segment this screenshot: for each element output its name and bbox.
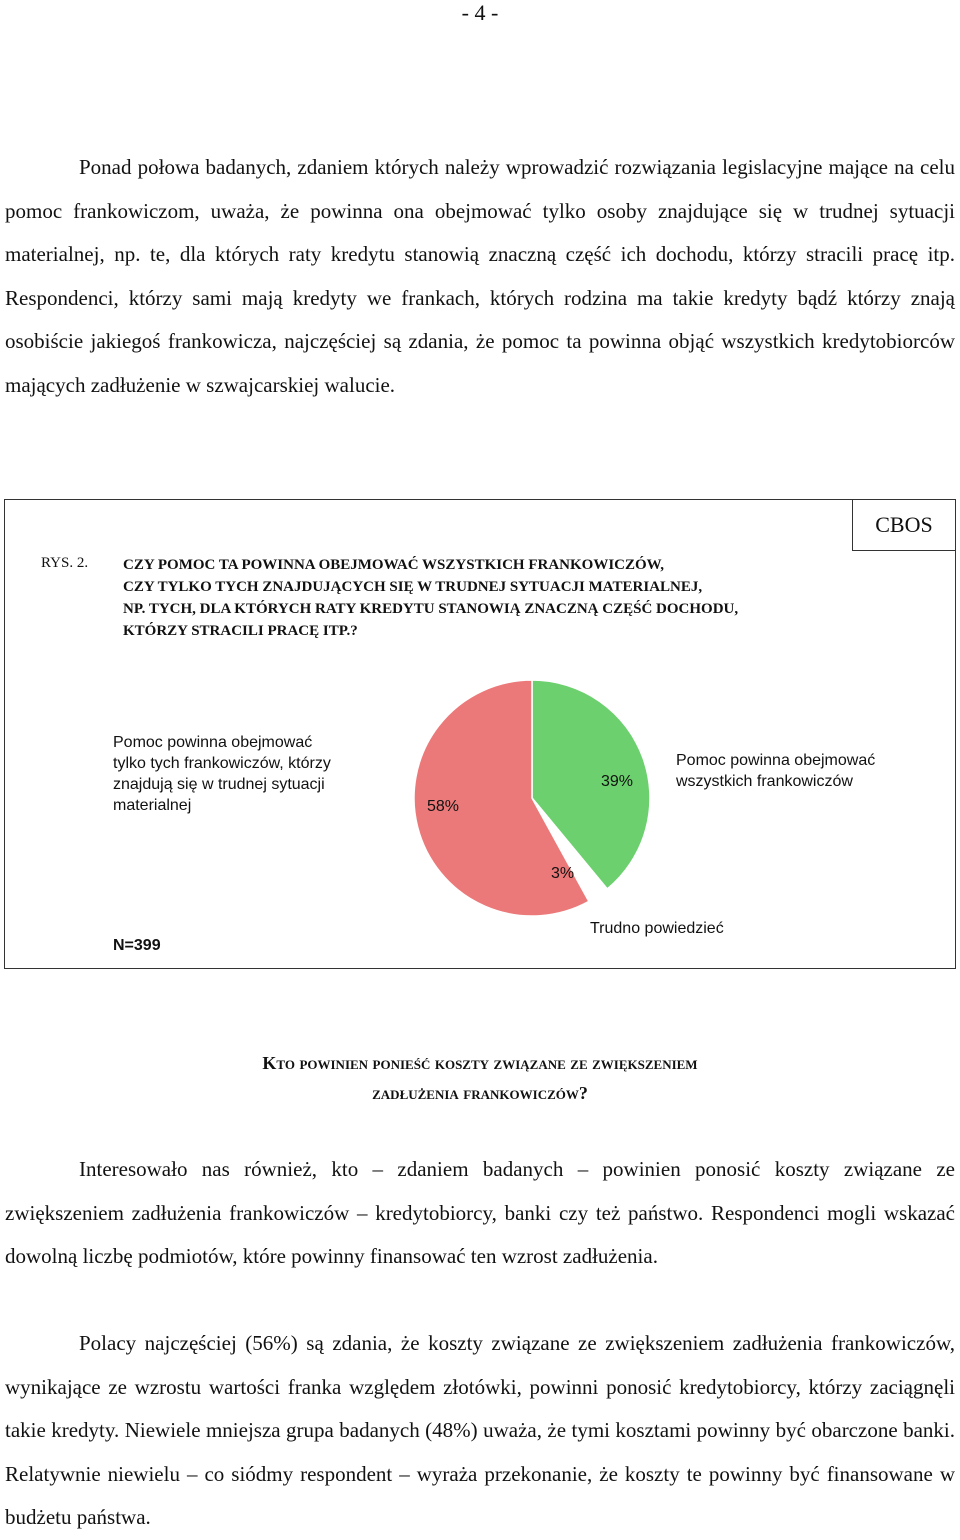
figure-question-line: NP. TYCH, DLA KTÓRYCH RATY KREDYTU STANOWIĄ ZNACZNĄ CZĘŚĆ DOCHODU, [123, 601, 739, 617]
source-tag: CBOS [852, 499, 956, 551]
sample-size-note: N=399 [113, 937, 161, 954]
figure-question-line: CZY POMOC TA POWINNA OBEJMOWAĆ WSZYSTKICH FRANKOWICZÓW, [123, 557, 665, 573]
paragraph-2: Interesowało nas również, kto – zdaniem badanych – powinien ponosić koszty związane ze zwiększeniem zadłużenia frankowiczów – kredytobiorcy, banki czy też państwo. Respondenci mogli wskazać dowolną liczbę podmiotów, które powinny finansować ten wzrost zadłużenia. [5, 1157, 955, 1268]
slice-label-line: tylko tych frankowiczów, którzy [113, 755, 331, 772]
slice-category-label: Trudno powiedzieć [590, 920, 724, 937]
figure-question-line: CZY TYLKO TYCH ZNAJDUJĄCYCH SIĘ W TRUDNEJ SYTUACJI MATERIALNEJ, [123, 579, 703, 595]
slice-label-line: Pomoc powinna obejmować [113, 734, 313, 751]
slice-value-label: 58% [427, 798, 460, 815]
slice-category-label [675, 752, 875, 790]
slice-label-line: materialnej [113, 797, 192, 814]
slice-label-line: Pomoc powinna obejmować [676, 752, 876, 769]
slice-value-label: 39% [601, 773, 634, 790]
pie-chart [5, 500, 957, 970]
figure-question-line: KTÓRZY STRACILI PRACĘ ITP.? [123, 623, 358, 639]
figure-number: RYS. 2. [41, 555, 89, 571]
section-heading [0, 1048, 960, 1108]
slice-value-label: 3% [551, 865, 575, 882]
paragraph-3: Polacy najczęściej (56%) są zdania, że koszty związane ze zwiększeniem zadłużenia frankowiczów, wynikające ze wzrostu wartości franka względem złotówki, powinni ponosić kredytobiorcy, którzy zaciągnęli takie kredyty. Niewiele mniejsza grupa badanych (48%) uważa, że tymi kosztami powinny być obarczone banki. Relatywnie niewielu – co siódmy respondent – wyraża przekonanie, że koszty te powinny być finansowane w budżetu państwa. [5, 1331, 955, 1529]
page-number: - 4 - [461, 0, 499, 25]
section-heading-line: zadłużenia frankowiczów? [372, 1083, 588, 1103]
figure-box [4, 499, 956, 969]
slice-category-label [113, 734, 331, 814]
section-heading-line: Kto powinien ponieść koszty związane ze zwiększeniem [262, 1053, 698, 1073]
slice-label-line: znajdują się w trudnej sytuacji [113, 776, 325, 793]
paragraph-1: Ponad połowa badanych, zdaniem których należy wprowadzić rozwiązania legislacyjne mające na celu pomoc frankowiczom, uważa, że powinna ona obejmować tylko osoby znajdujące się w trudnej sytuacji materialnej, np. te, dla których raty kredytu stanowią znaczną część ich dochodu, którzy stracili pracę itp. Respondenci, którzy sami mają kredyty we frankach, których rodzina ma takie kredyty bądź którzy znają osobiście jakiegoś frankowicza, najczęściej są zdania, że pomoc ta powinna objąć wszystkich kredytobiorców mających zadłużenie w szwajcarskiej walucie. [5, 155, 955, 397]
slice-label-line: wszystkich frankowiczów [676, 773, 853, 790]
